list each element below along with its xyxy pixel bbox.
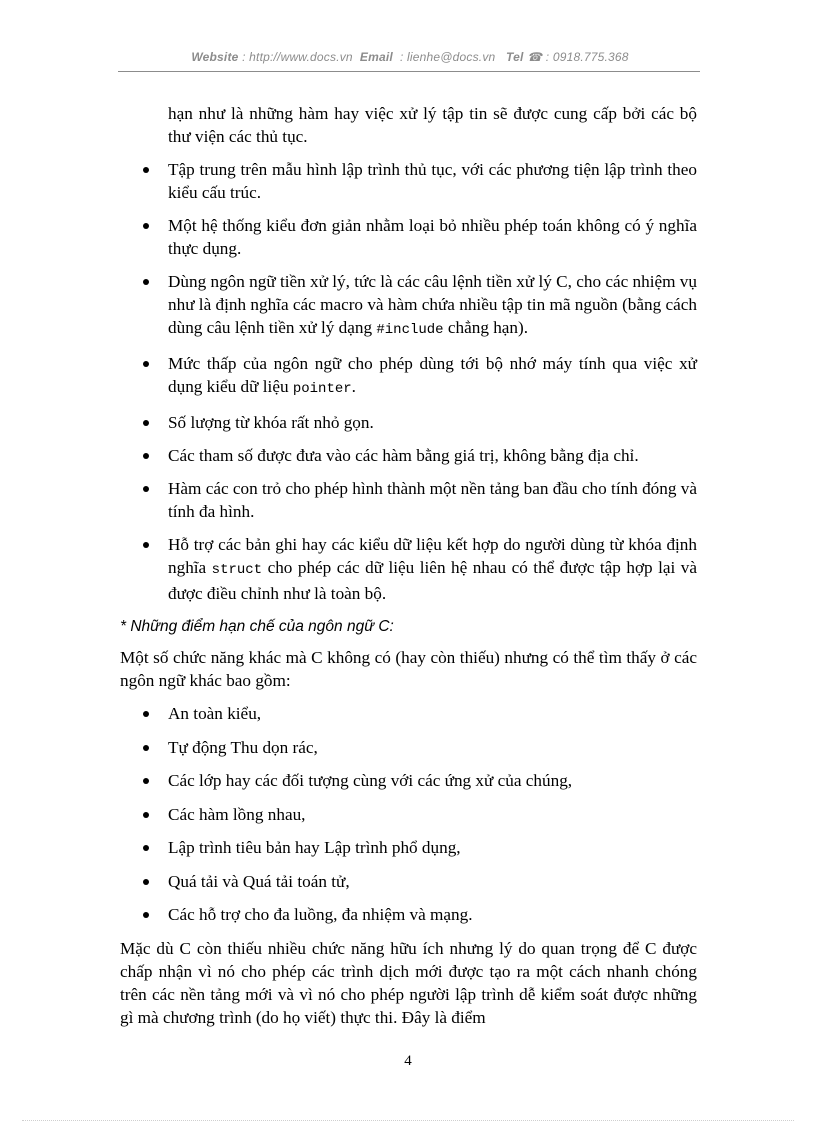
- intro-paragraph: Một số chức năng khác mà C không có (hay còn thiếu) nhưng có thể tìm thấy ở các ngôn ngữ khác bao gồm:: [120, 648, 697, 690]
- bullet-icon: [143, 542, 149, 548]
- page-number: 4: [404, 1053, 412, 1069]
- list-item: Các hàm lồng nhau,: [120, 803, 697, 826]
- closing-paragraph: Mặc dù C còn thiếu nhiều chức năng hữu ích nhưng lý do quan trọng để C được chấp nhận vì nó cho phép các trình dịch mới được tạo ra một cách nhanh chóng trên các nền tảng mới và vì nó cho phép người lập trình dễ kiểm soát được những gì mà chương trình (do họ viết) thực thi. Đây là điểm: [120, 938, 697, 1027]
- list-item: Một hệ thống kiểu đơn giản nhằm loại bỏ nhiều phép toán không có ý nghĩa thực dụng.: [120, 214, 697, 260]
- document-body: [120, 102, 697, 1039]
- features-list: [120, 158, 697, 605]
- limitations-list: [120, 702, 697, 926]
- bullet-icon: [143, 845, 149, 851]
- list-item: An toàn kiểu,: [120, 702, 697, 725]
- list-item: Số lượng từ khóa rất nhỏ gọn.: [120, 411, 697, 434]
- list-item: Hàm các con trỏ cho phép hình thành một nền tảng ban đầu cho tính đóng và tính đa hình.: [120, 477, 697, 523]
- code-pointer: pointer: [292, 381, 352, 397]
- bullet-icon: [143, 812, 149, 818]
- list-item: Các lớp hay các đối tượng cùng với các ứng xử của chúng,: [120, 769, 697, 792]
- bullet-icon: [143, 486, 149, 492]
- bullet-icon: [143, 420, 149, 426]
- page-header: [120, 50, 700, 64]
- list-item: Quá tải và Quá tải toán tử,: [120, 870, 697, 893]
- code-struct: struct: [211, 562, 263, 578]
- website-label: Website: [191, 50, 239, 64]
- tel-value: : 0918.775.368: [545, 50, 629, 64]
- website-value[interactable]: : http://www.docs.vn: [242, 50, 353, 64]
- list-item: Mức thấp của ngôn ngữ cho phép dùng tới bộ nhớ máy tính qua việc xử dụng kiểu dữ liệu pointer.: [120, 352, 697, 401]
- list-item: Dùng ngôn ngữ tiền xử lý, tức là các câu lệnh tiền xử lý C, cho các nhiệm vụ như là định nghĩa các macro và hàm chứa nhiều tập tin mã nguồn (bằng cách dùng câu lệnh tiền xử lý dạng #include chẳng hạn).: [120, 270, 697, 342]
- list-item: Tự động Thu dọn rác,: [120, 736, 697, 759]
- bullet-icon: [143, 879, 149, 885]
- phone-icon: ☎: [527, 50, 543, 64]
- bullet-icon: [143, 778, 149, 784]
- bullet-icon: [143, 361, 149, 367]
- list-item: Tập trung trên mẫu hình lập trình thủ tục, với các phương tiện lập trình theo kiểu cấu trúc.: [120, 158, 697, 204]
- list-item: Hỗ trợ các bản ghi hay các kiểu dữ liệu kết hợp do người dùng từ khóa định nghĩa struct cho phép các dữ liệu liên hệ nhau có thể được tập hợp lại và được điều chỉnh như là toàn bộ.: [120, 533, 697, 605]
- code-include: #include: [376, 322, 444, 338]
- list-item: Lập trình tiêu bản hay Lập trình phổ dụng,: [120, 836, 697, 859]
- bullet-icon: [143, 711, 149, 717]
- list-item: Các hỗ trợ cho đa luồng, đa nhiệm và mạng.: [120, 903, 697, 926]
- bullet-icon: [143, 912, 149, 918]
- section-subheading: * Những điểm hạn chế của ngôn ngữ C:: [120, 618, 394, 635]
- bullet-icon: [143, 167, 149, 173]
- continuation-text: hạn như là những hàm hay việc xử lý tập tin sẽ được cung cấp bởi các bộ thư viện các thủ tục.: [168, 104, 697, 146]
- bullet-icon: [143, 223, 149, 229]
- bullet-icon: [143, 745, 149, 751]
- header-divider: [118, 71, 700, 72]
- bullet-icon: [143, 279, 149, 285]
- tel-label: Tel: [506, 50, 524, 64]
- email-value[interactable]: : lienhe@docs.vn: [399, 50, 496, 64]
- bullet-icon: [143, 453, 149, 459]
- list-item: Các tham số được đưa vào các hàm bằng giá trị, không bằng địa chỉ.: [120, 444, 697, 467]
- email-label: Email: [359, 50, 393, 64]
- page-bottom-border: [22, 1120, 794, 1121]
